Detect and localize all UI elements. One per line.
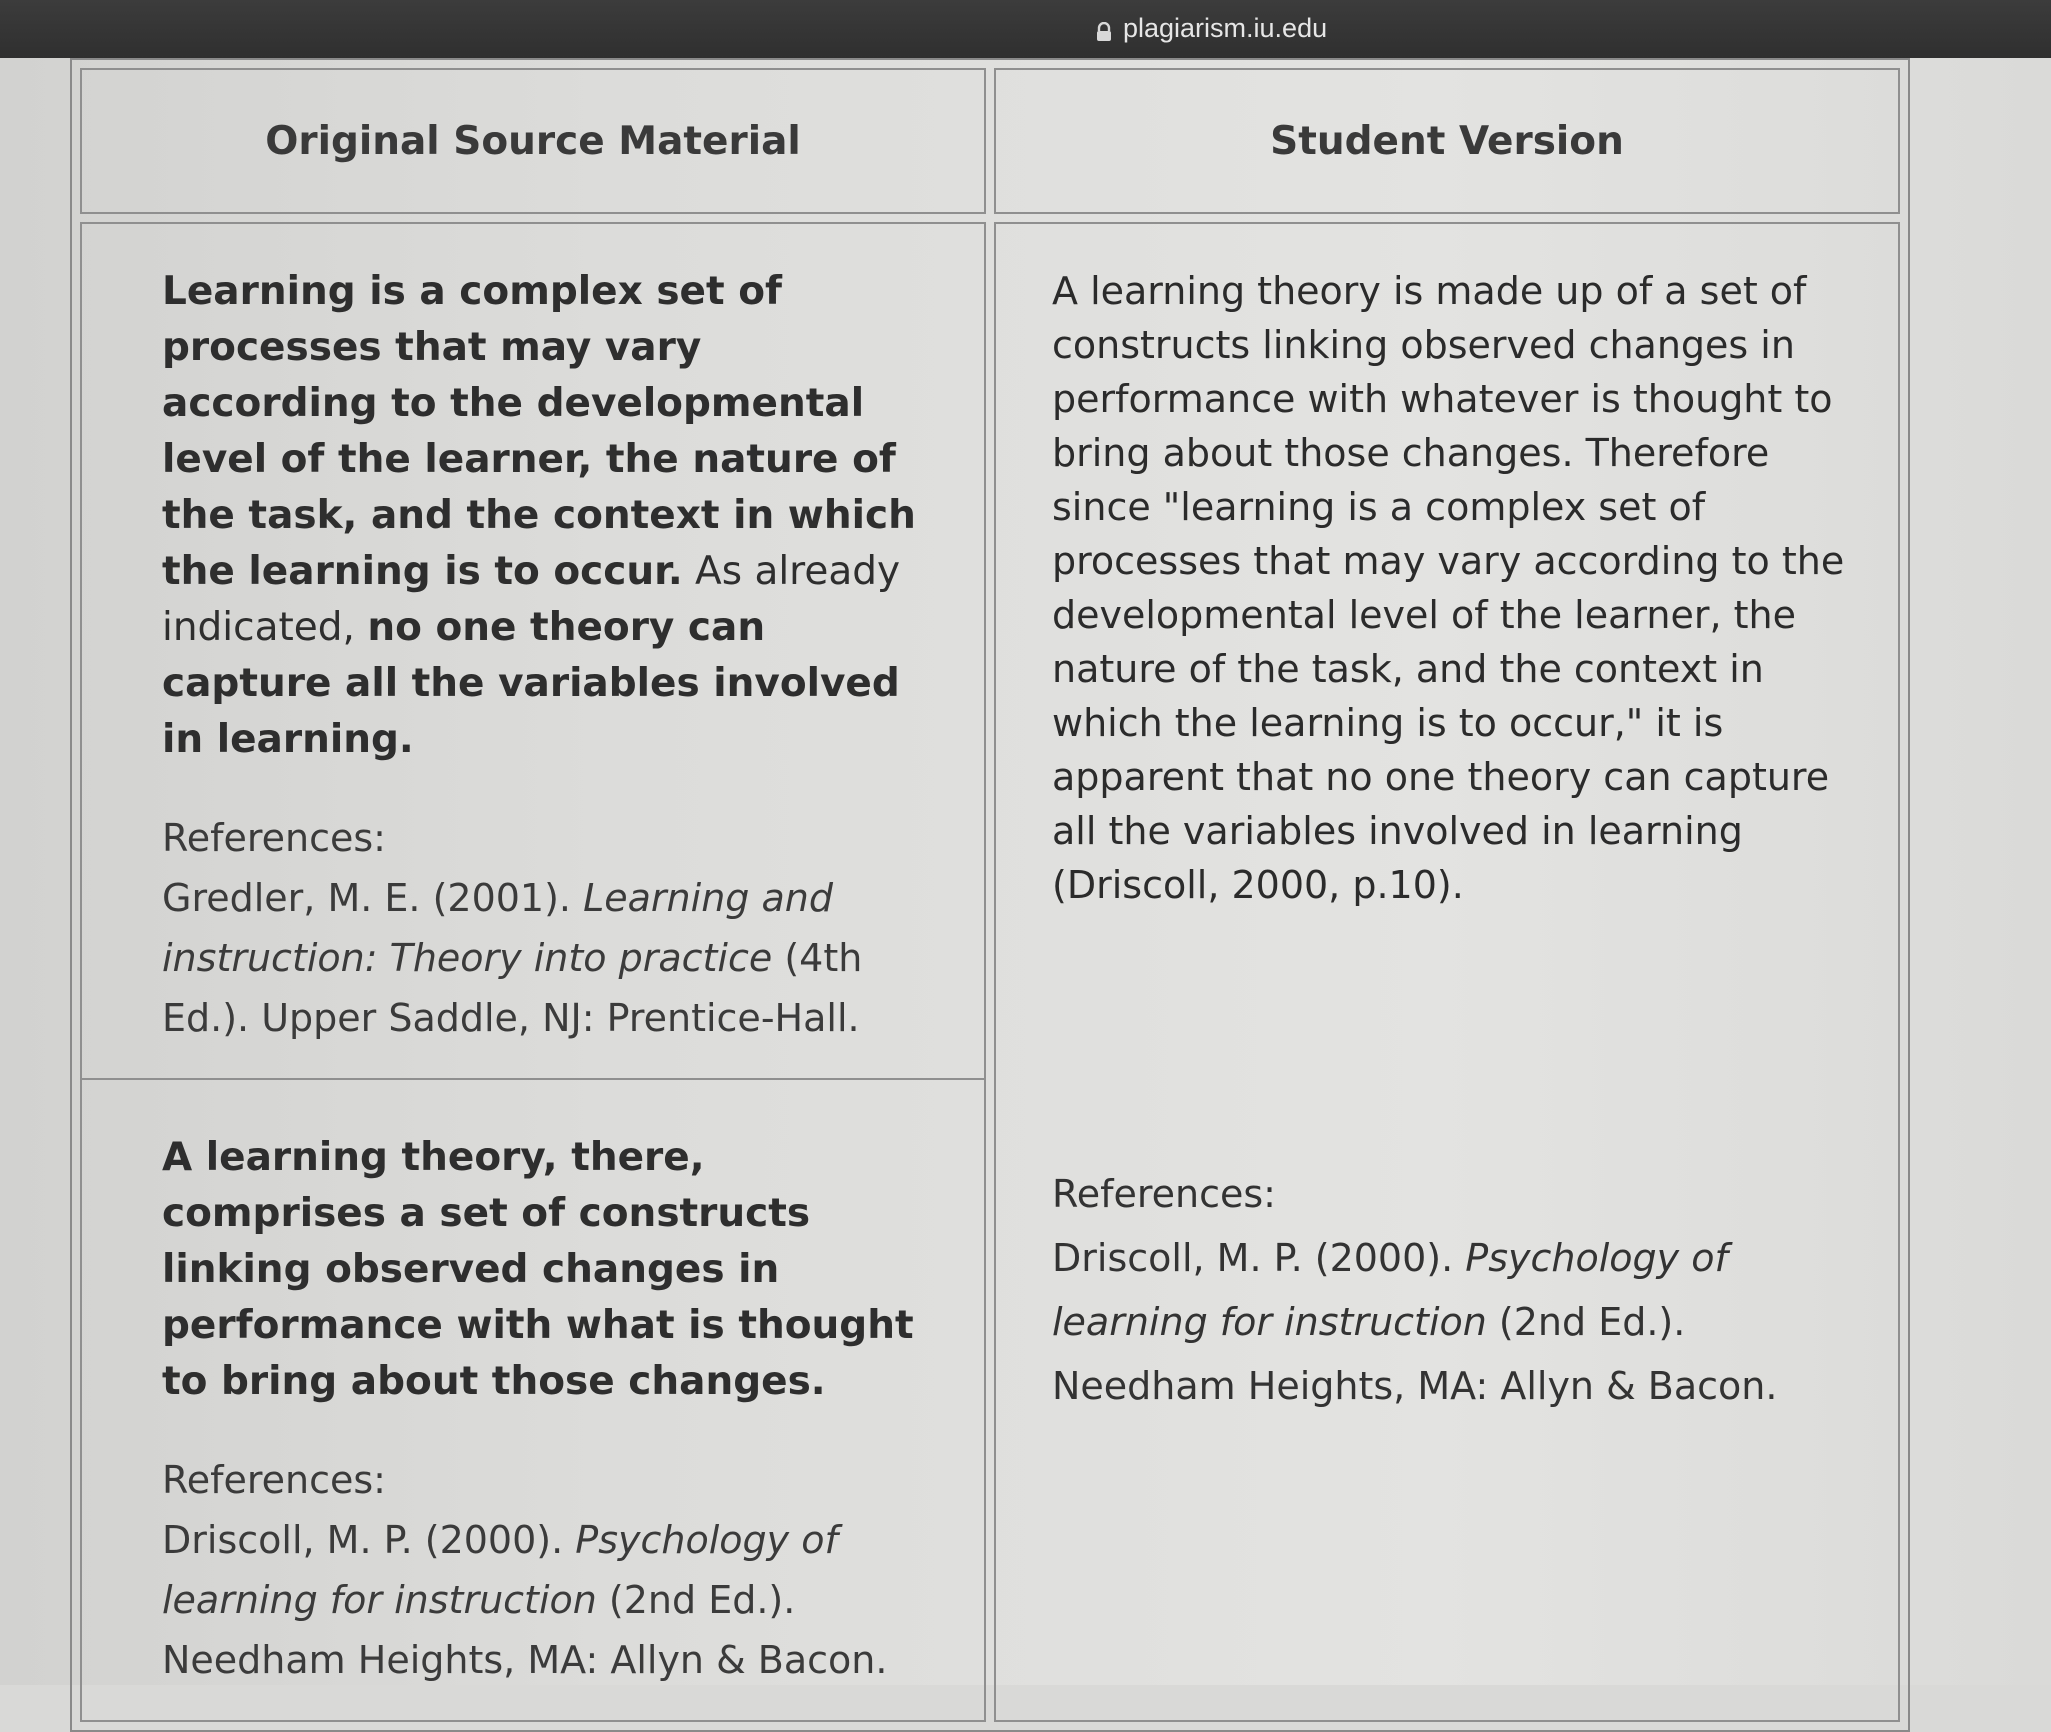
original-references-1 xyxy=(162,808,924,1048)
header-original: Original Source Material xyxy=(80,68,986,214)
student-references xyxy=(1052,1162,1858,1418)
ref-author: Driscoll, M. P. (2000). xyxy=(162,1518,576,1562)
ref-title: Psychology of learning for instruction xyxy=(162,1518,838,1622)
page-content xyxy=(0,58,2051,1685)
ref-title: Psychology of learning for instruction xyxy=(1052,1236,1728,1344)
references-label: References: xyxy=(162,1458,386,1502)
original-block-1 xyxy=(82,224,984,1078)
quote-connector: As already indicated, xyxy=(162,549,901,650)
references-label: References: xyxy=(1052,1172,1276,1216)
quote-part-1: Learning is a complex set of processes that may vary according to the developmental level of the learner, the nature of the task, and the context in which the learning is to occur. xyxy=(162,269,916,594)
original-references-2 xyxy=(162,1450,924,1690)
quote-part-2: no one theory can capture all the variables involved in learning. xyxy=(162,605,900,762)
original-block-2 xyxy=(82,1078,984,1720)
lock-icon xyxy=(1095,18,1113,38)
references-label: References: xyxy=(162,816,386,860)
ref-title: Learning and instruction: Theory into practice xyxy=(162,876,833,980)
ref-author: Gredler, M. E. (2001). xyxy=(162,876,584,920)
student-text: A learning theory is made up of a set of constructs linking observed changes in performance with whatever is thought to bring about those changes. Therefore since "learning is a complex set of processes that may vary according to the developmental level of the learner, the nature of the task, and the context in which the learning is to occur," it is apparent that no one theory can capture all the variables involved in learning (Driscoll, 2000, p.10). xyxy=(1052,269,1845,907)
original-quote-1 xyxy=(162,264,924,768)
student-cell xyxy=(994,222,1900,1722)
browser-toolbar xyxy=(0,0,2051,58)
ref-rest: (4th Ed.). Upper Saddle, NJ: Prentice-Hall. xyxy=(162,936,863,1040)
url-text[interactable]: plagiarism.iu.edu xyxy=(1123,12,1328,43)
ref-rest: (2nd Ed.). Needham Heights, MA: Allyn & Bacon. xyxy=(1052,1300,1778,1408)
ref-rest: (2nd Ed.). Needham Heights, MA: Allyn & Bacon. xyxy=(162,1578,888,1682)
header-student: Student Version xyxy=(994,68,1900,214)
ref-author: Driscoll, M. P. (2000). xyxy=(1052,1236,1466,1280)
comparison-table xyxy=(70,58,1910,1732)
address-bar[interactable] xyxy=(1095,10,1327,46)
original-quote-2: A learning theory, there, comprises a set of constructs linking observed changes in performance with what is thought to bring about those changes. xyxy=(162,1135,914,1404)
header-row xyxy=(80,68,1900,214)
content-row xyxy=(80,222,1900,1722)
original-cell xyxy=(80,222,986,1722)
